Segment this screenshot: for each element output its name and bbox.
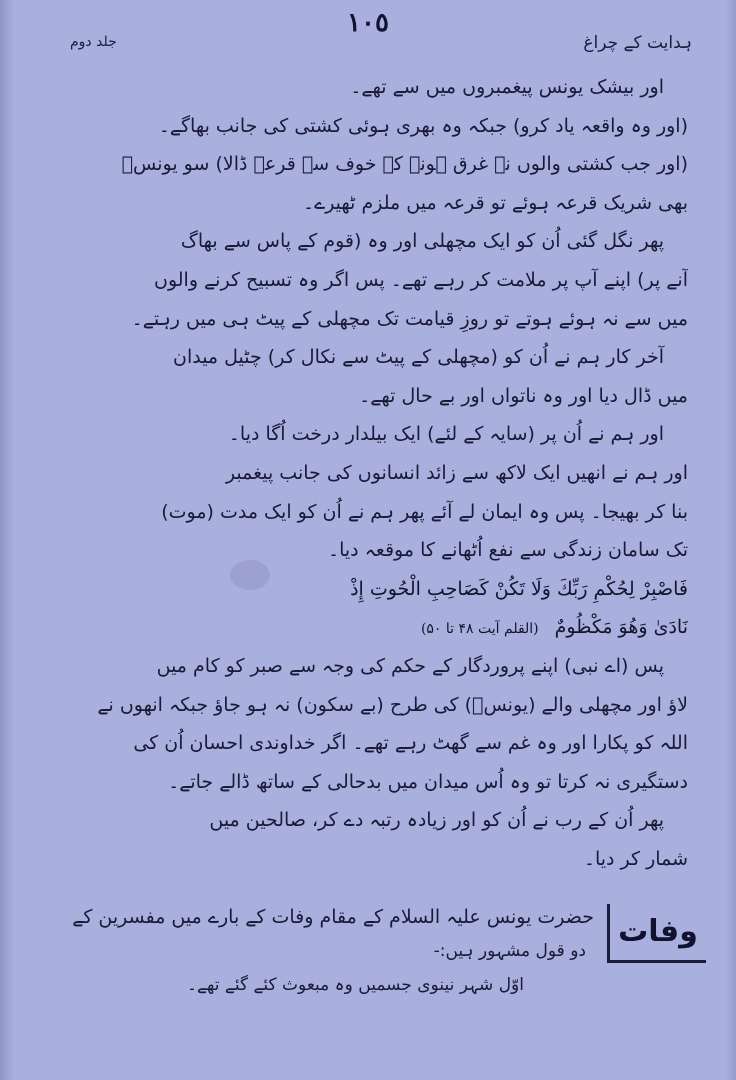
text-line: آنے پر) اپنے آپ پر ملامت کر رہے تھے۔ پس اگر وہ تسبیح کرنے والوں (154, 268, 688, 291)
text-line: میں ڈال دیا اور وہ ناتواں اور بے حال تھے۔ (359, 384, 688, 407)
text-line: آخر کار ہم نے اُن کو (مچھلی کے پیٹ سے نکال کر) چٹیل میدان (172, 346, 664, 369)
death-section-text (40, 900, 594, 1002)
text-line: میں سے نہ ہوئے ہوتے تو روزِ قیامت تک مچھلی کے پیٹ ہی میں رہتے۔ (131, 307, 688, 330)
quran-reference: (القلم آیت ۴۸ تا ۵۰) (420, 621, 539, 638)
translation-line: لاؤ اور مچھلی والے (یونسؑ) کی طرح (بے سکون) نہ ہو جاؤ جبکہ انھوں نے (97, 693, 688, 716)
text-line: اور ہم نے انھیں ایک لاکھ سے زائد انسانوں کی جانب پیغمبر (225, 461, 688, 484)
text-line: بھی شریک قرعہ ہوئے تو قرعہ میں ملزم ٹھیرے۔ (302, 191, 688, 214)
death-section (40, 900, 706, 1010)
death-text-line: دو قول مشہور ہیں:- (433, 941, 586, 961)
translation-line: پس (اے نبی) اپنے پروردگار کے حکم کی وجہ سے صبر کو کام میں (156, 654, 664, 677)
first-opinion-line: اوّل شہر نینوی جسمیں وہ مبعوث کئے گئے تھے۔ (186, 975, 524, 995)
quran-verse-text: نَادَىٰ وَهُوَ مَكْظُومٌ (554, 616, 688, 639)
volume-label: جلد دوم (70, 34, 117, 50)
translation-line: شمار کر دیا۔ (583, 847, 688, 870)
body-text (56, 68, 688, 878)
page-number: ١٠٥ (347, 8, 389, 38)
quran-verse-line-2 (56, 608, 688, 647)
section-heading-death: وفات (607, 904, 706, 963)
text-line: اور ہم نے اُن پر (سایہ کے لئے) ایک بیلدار درخت اُگا دیا۔ (228, 423, 664, 446)
text-line: (اور وہ واقعہ یاد کرو) جبکہ وہ بھری ہوئی کشتی کی جانب بھاگے۔ (158, 114, 688, 137)
translation-line: اللہ کو پکارا اور وہ غم سے گھٹ رہے تھے۔ اگر خداوندی احسان اُن کی (133, 732, 688, 755)
death-text-line: حضرت یونس علیہ السلام کے مقام وفات کے بارے میں مفسرین کے (72, 906, 594, 928)
text-line: بنا کر بھیجا۔ پس وہ ایمان لے آئے پھر ہم نے اُن کو ایک مدت (موت) (161, 500, 688, 523)
running-title: ہدایت کے چراغ (583, 33, 692, 53)
text-line: تک سامان زندگی سے نفع اُٹھانے کا موقعہ دیا۔ (327, 539, 688, 562)
text-line: پھر نگل گئی اُن کو ایک مچھلی اور وہ (قوم کے پاس سے بھاگ (180, 230, 664, 253)
translation-line: دستگیری نہ کرتا تو وہ اُس میدان میں بدحالی کے ساتھ ڈالے جاتے۔ (168, 770, 688, 793)
scan-shadow-left (0, 0, 14, 1080)
scan-shadow-right (726, 0, 736, 1080)
text-line: (اور جب کشتی والوں نے غرق ہونے کے خوف سے قرعہ ڈالا) سو یونسؑ (121, 153, 688, 176)
translation-line: پھر اُن کے رب نے اُن کو اور زیادہ رتبہ دے کر، صالحین میں (209, 809, 664, 832)
quran-verse-line-1: فَاصْبِرْ لِحُكْمِ رَبِّكَ وَلَا تَكُنْ كَصَاحِبِ الْحُوتِ إِذْ (350, 577, 688, 600)
text-line: اور بیشک یونس پیغمبروں میں سے تھے۔ (350, 76, 664, 98)
